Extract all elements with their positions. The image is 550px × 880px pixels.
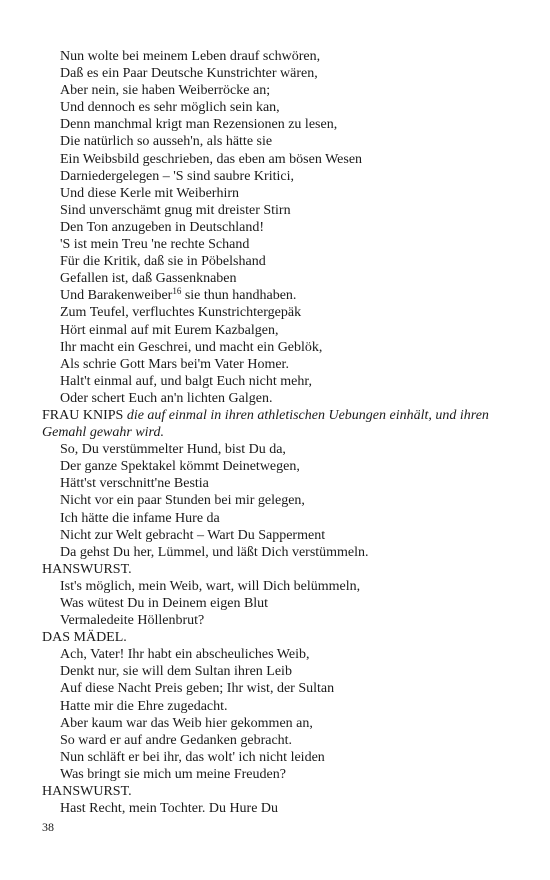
verse-line: Aber kaum war das Weib hier gekommen an, <box>60 715 313 731</box>
verse-line: So, Du verstümmelter Hund, bist Du da, <box>60 442 286 458</box>
verse-line: Gefallen ist, daß Gassenknaben <box>60 271 237 287</box>
verse-line: Oder schert Euch an'n lichten Galgen. <box>60 390 273 406</box>
verse-line: Und diese Kerle mit Weiberhirn <box>60 185 240 201</box>
verse-line: Hätt'st verschnitt'ne Bestia <box>60 476 209 492</box>
page-number: 38 <box>42 820 54 834</box>
verse-line: Der ganze Spektakel kömmt Deinetwegen, <box>60 459 300 475</box>
verse-line: Nun schläft er bei ihr, das wolt' ich nicht leiden <box>60 749 325 765</box>
verse-line: Hast Recht, mein Tochter. Du Hure Du <box>60 801 279 817</box>
verse-line: Ach, Vater! Ihr habt ein abscheuliches Weib, <box>60 647 310 663</box>
verse-line: Aber nein, sie haben Weiberröcke an; <box>60 83 271 99</box>
verse-line: Nun wolte bei meinem Leben drauf schwören, <box>60 49 321 64</box>
verse-line: Halt't einmal auf, und balgt Euch nicht mehr, <box>60 373 312 389</box>
verse-line: Denn manchmal krigt man Rezensionen zu lesen, <box>60 117 338 133</box>
verse-line: Hatte mir die Ehre zugedacht. <box>60 698 228 714</box>
speaker-name: FRAU KNIPS <box>42 407 124 423</box>
speaker-with-stage-direction <box>42 407 512 441</box>
speaker-name: DAS MÄDEL. <box>42 630 127 646</box>
verse-line: Da gehst Du her, Lümmel, und läßt Dich verstümmeln. <box>60 544 369 560</box>
page-text <box>42 48 512 817</box>
verse-line: Daß es ein Paar Deutsche Kunstrichter wären, <box>60 66 318 82</box>
speaker-name: HANSWURST. <box>42 561 132 577</box>
verse-line: Ein Weibsbild geschrieben, das eben am bösen Wesen <box>60 151 363 167</box>
verse-line: Den Ton anzugeben in Deutschland! <box>60 219 265 235</box>
stage-direction: die auf einmal in ihren athletischen Uebungen einhält, und ihren Gemahl gewahr wird. <box>42 407 489 441</box>
footnote-marker: 16 <box>172 286 182 297</box>
verse-line: Ist's möglich, mein Weib, wart, will Dich belümmeln, <box>60 578 361 594</box>
speaker-name: HANSWURST. <box>42 784 132 800</box>
verse-line: Denkt nur, sie will dem Sultan ihren Leib <box>60 664 292 680</box>
verse-line: Nicht zur Welt gebracht – Wart Du Sapperment <box>60 527 326 543</box>
verse-line: Vermaledeite Höllenbrut? <box>60 613 205 629</box>
verse-line: Sind unverschämt gnug mit dreister Stirn <box>60 202 291 218</box>
verse-line: Für die Kritik, daß sie in Pöbelshand <box>60 254 266 270</box>
verse-line: Zum Teufel, verfluchtes Kunstrichtergepäk <box>60 305 302 321</box>
verse-line: Hört einmal auf mit Eurem Kazbalgen, <box>60 322 279 338</box>
verse-line: Die natürlich so ausseh'n, als hätte sie <box>60 134 273 150</box>
verse-line-with-footnote <box>42 287 512 304</box>
verse-line: Und dennoch es sehr möglich sein kan, <box>60 100 280 116</box>
verse-line: Was wütest Du in Deinem eigen Blut <box>60 596 269 611</box>
verse-line: Auf diese Nacht Preis geben; Ihr wist, der Sultan <box>60 681 335 697</box>
verse-line: So ward er auf andre Gedanken gebracht. <box>60 732 293 748</box>
verse-line: Was bringt sie mich um meine Freuden? <box>60 766 286 782</box>
verse-line: Als schrie Gott Mars bei'm Vater Homer. <box>60 356 289 372</box>
verse-text: sie thun handhaben. <box>181 288 297 304</box>
verse-line: Nicht vor ein paar Stunden bei mir gelegen, <box>60 493 305 509</box>
verse-line: Darniedergelegen – 'S sind saubre Kritici, <box>60 168 294 184</box>
verse-text: Und Barakenweiber <box>60 288 173 304</box>
verse-line: 'S ist mein Treu 'ne rechte Schand <box>60 237 250 253</box>
verse-line: Ihr macht ein Geschrei, und macht ein Geblök, <box>60 339 323 355</box>
verse-line: Ich hätte die infame Hure da <box>60 510 220 526</box>
